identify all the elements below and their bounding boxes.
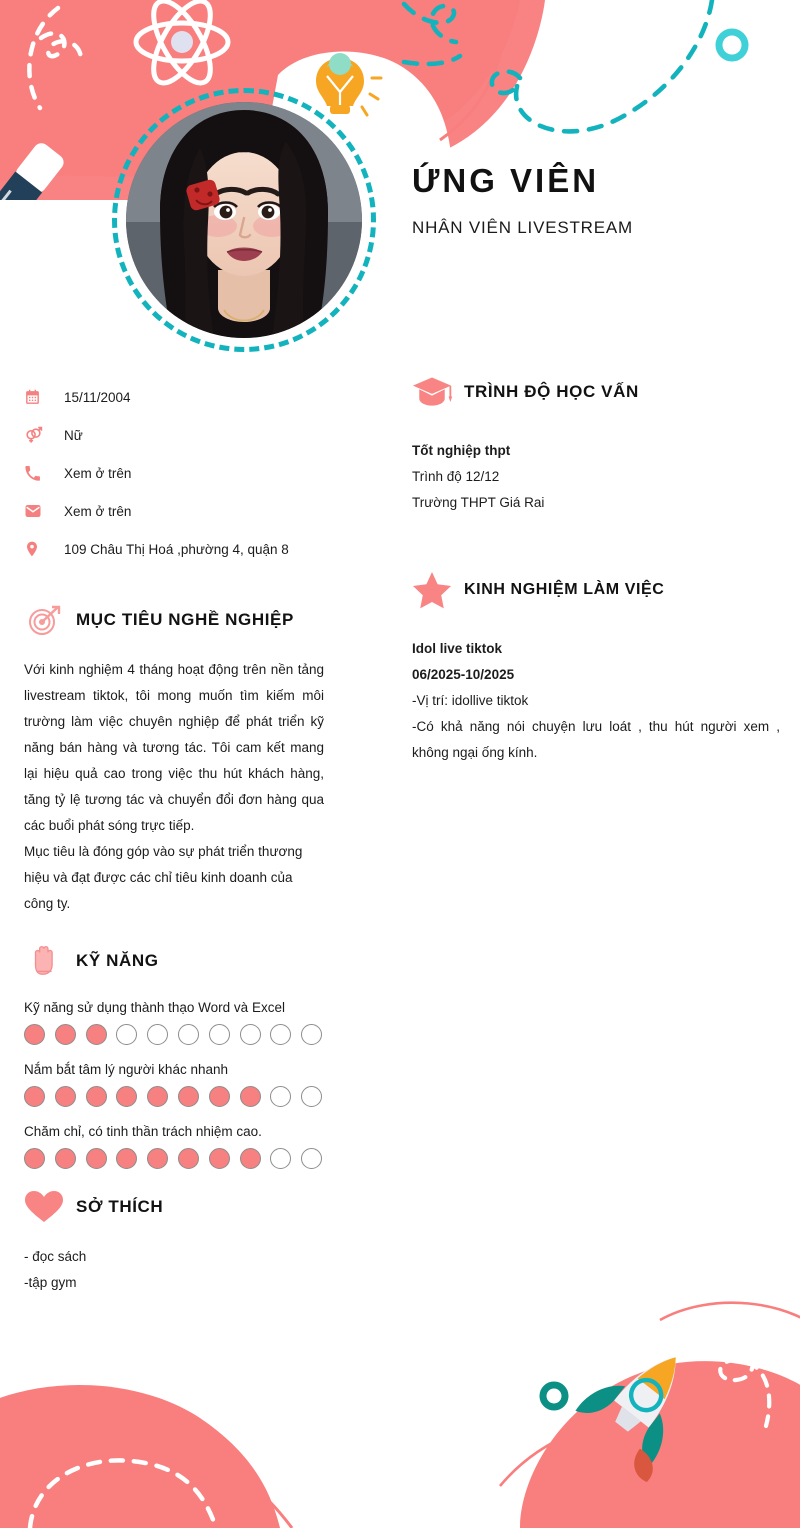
footer-deco-svg (0, 1268, 800, 1528)
school-value: Trường THPT Giá Rai (412, 495, 545, 510)
rating-dot-filled (55, 1086, 76, 1107)
rating-dot-filled (86, 1024, 107, 1045)
contact-list (24, 378, 324, 568)
objective-paragraph-1: Với kinh nghiệm 4 tháng hoạt động trên nền tảng livestream tiktok, tôi mong muốn tìm kiếm môi trường làm việc chuyên nghiệp để phát triển kỹ năng bán hàng và tương tác. Tôi cam kết mang lại hiệu quả cao trong việc thu hút khách hàng, tăng tỷ lệ tương tác và chuyển đổi đơn hàng qua các buổi phát sóng trực tiếp. (24, 662, 324, 833)
location-icon (24, 541, 54, 557)
section-header (24, 600, 324, 640)
rating-dot-filled (240, 1148, 261, 1169)
hand-icon (24, 941, 64, 981)
job-title-value: Idol live tiktok (412, 641, 503, 656)
rating-dot-filled (86, 1148, 107, 1169)
experience-section (412, 570, 780, 766)
rating-dot-empty (270, 1086, 291, 1107)
skill-label: Nắm bắt tâm lý người khác nhanh (24, 1062, 228, 1077)
birthdate-value: 15/11/2004 (64, 389, 131, 405)
rating-dot-filled (55, 1024, 76, 1045)
education-level-value: Trình độ 12/12 (412, 469, 500, 484)
rating-dot-filled (178, 1086, 199, 1107)
section-header (412, 570, 780, 610)
address-value: 109 Châu Thị Hoá ,phường 4, quận 8 (64, 541, 289, 557)
section-header (412, 372, 780, 412)
rating-dot-empty (178, 1024, 199, 1045)
skills-list (24, 1000, 324, 1169)
hobbies-section (24, 1187, 324, 1296)
job-position-value: -Vị trí: idollive tiktok (412, 693, 529, 708)
list-item (24, 416, 324, 454)
teal-ring (719, 32, 745, 58)
section-title: KINH NGHIỆM LÀM VIỆC (464, 581, 665, 598)
heart-icon (24, 1187, 64, 1227)
section-header (24, 941, 324, 981)
rating-dot-filled (147, 1148, 168, 1169)
rating-dot-filled (116, 1148, 137, 1169)
dashed-swirl-right-footer (720, 1328, 769, 1426)
coral-arc-right-1 (660, 1303, 800, 1338)
avatar (112, 88, 376, 352)
rating-dot-empty (301, 1024, 322, 1045)
rating-dot-filled (55, 1148, 76, 1169)
section-header (24, 1187, 324, 1227)
coral-blob-right (520, 1361, 800, 1528)
email-value: Xem ở trên (64, 503, 132, 519)
skill-label: Chăm chỉ, có tinh thần trách nhiệm cao. (24, 1124, 262, 1139)
rating-dot-empty (116, 1024, 137, 1045)
rating-dot-filled (178, 1148, 199, 1169)
phone-value: Xem ở trên (64, 465, 132, 481)
calendar-icon (24, 389, 54, 406)
hobby-item: -tập gym (24, 1275, 77, 1290)
graduation-cap-icon (412, 372, 452, 412)
list-item (24, 530, 324, 568)
skill-item (24, 1000, 324, 1045)
skills-section (24, 941, 324, 1169)
rating-dot-filled (240, 1086, 261, 1107)
footer-decoration-band (0, 1268, 800, 1528)
education-section (412, 372, 780, 516)
rating-dot-filled (209, 1086, 230, 1107)
skill-item (24, 1124, 324, 1169)
job-description-value: -Có khả năng nói chuyện lưu loát , thu hút người xem , không ngại ống kính. (412, 719, 780, 760)
gender-value: Nữ (64, 427, 83, 443)
job-period-value: 06/2025-10/2025 (412, 667, 515, 682)
skill-rating (24, 1148, 324, 1169)
rating-dot-empty (240, 1024, 261, 1045)
rating-dot-filled (24, 1148, 45, 1169)
name-block (412, 163, 633, 238)
skill-rating (24, 1024, 324, 1045)
rating-dot-filled (147, 1086, 168, 1107)
rating-dot-empty (147, 1024, 168, 1045)
rating-dot-empty (301, 1086, 322, 1107)
list-item (24, 378, 324, 416)
gender-icon (24, 426, 54, 445)
rating-dot-empty (270, 1148, 291, 1169)
section-title: MỤC TIÊU NGHỀ NGHIỆP (76, 610, 294, 629)
objective-paragraph-2: Mục tiêu là đóng góp vào sự phát triển thương hiệu và đạt được các chỉ tiêu kinh doanh của công ty. (24, 844, 303, 911)
section-title: SỞ THÍCH (76, 1197, 164, 1216)
section-title: KỸ NĂNG (76, 951, 159, 970)
page-title: ỨNG VIÊN (412, 162, 600, 199)
dashed-arc-left (30, 1460, 216, 1528)
list-item (24, 492, 324, 530)
right-column (412, 372, 780, 766)
list-item (24, 454, 324, 492)
skill-rating (24, 1086, 324, 1107)
section-title: TRÌNH ĐỘ HỌC VẤN (464, 382, 639, 401)
star-icon (412, 570, 452, 610)
email-icon (24, 502, 54, 520)
target-icon (24, 600, 64, 640)
rating-dot-empty (270, 1024, 291, 1045)
rating-dot-filled (209, 1148, 230, 1169)
rating-dot-filled (24, 1086, 45, 1107)
coral-arc-left (0, 1415, 292, 1528)
rating-dot-filled (116, 1086, 137, 1107)
rocket-icon (567, 1329, 718, 1483)
phone-icon (24, 465, 54, 482)
hobby-item: - đọc sách (24, 1249, 87, 1264)
degree-value: Tốt nghiệp thpt (412, 443, 511, 458)
skill-label: Kỹ năng sử dụng thành thạo Word và Excel (24, 1000, 285, 1015)
left-column (24, 378, 324, 1296)
rating-dot-filled (24, 1024, 45, 1045)
teal-ring-footer (543, 1385, 565, 1407)
rating-dot-empty (301, 1148, 322, 1169)
skill-item (24, 1062, 324, 1107)
job-role-subtitle: NHÂN VIÊN LIVESTREAM (412, 218, 633, 238)
rating-dot-empty (209, 1024, 230, 1045)
coral-arc-right-2 (500, 1418, 660, 1486)
coral-blob-left (0, 1385, 280, 1528)
rating-dot-filled (86, 1086, 107, 1107)
objective-section (24, 600, 324, 917)
avatar-dashed-ring (112, 88, 376, 352)
